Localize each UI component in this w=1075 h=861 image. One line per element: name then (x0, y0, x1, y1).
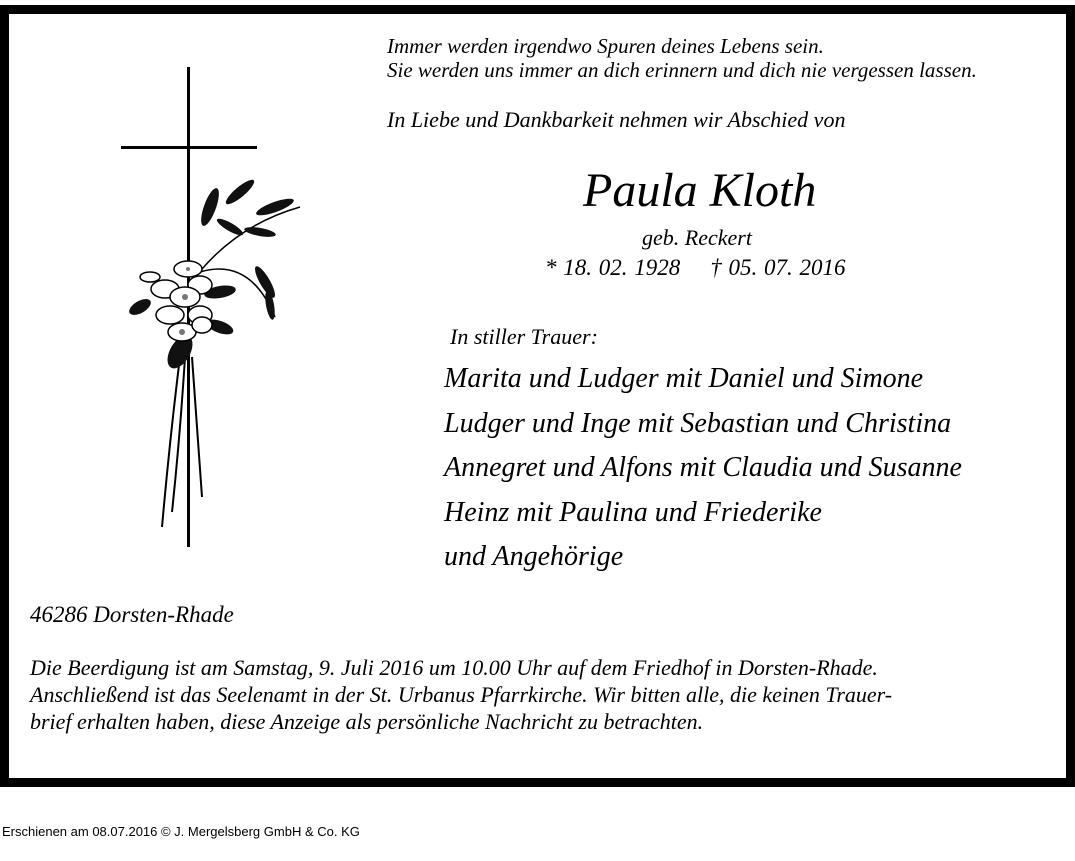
funeral-info (30, 654, 1030, 735)
cross-with-flowers-icon (110, 57, 310, 547)
family-line: Ludger und Inge mit Sebastian und Christina (444, 407, 952, 439)
birth-name: geb. Reckert (642, 225, 752, 250)
family-line: Heinz mit Paulina und Friederike (444, 496, 822, 528)
intro-text: In Liebe und Dankbarkeit nehmen wir Abschied von (387, 107, 846, 132)
death-date: † 05. 07. 2016 (710, 255, 846, 280)
town: 46286 Dorsten-Rhade (30, 602, 234, 627)
funeral-line: Die Beerdigung ist am Samstag, 9. Juli 2016 um 10.00 Uhr auf dem Friedhof in Dorsten-Rhade. (30, 655, 878, 680)
family-line: Marita und Ludger mit Daniel und Simone (444, 363, 924, 394)
deceased-name: Paula Kloth (583, 164, 817, 217)
funeral-line: Anschließend ist das Seelenamt in der St. Urbanus Pfarrkirche. Wir bitten alle, die keinen Trauer- (30, 682, 893, 707)
life-dates (545, 255, 846, 281)
funeral-line: brief erhalten haben, diese Anzeige als persönliche Nachricht zu betrachten. (30, 709, 704, 734)
motto-line: Sie werden uns immer an dich erinnern und dich nie vergessen lassen. (387, 58, 977, 82)
family-line: und Angehörige (444, 541, 624, 572)
family-line: Annegret und Alfons mit Claudia und Susanne (444, 452, 962, 483)
publication-credit: Erschienen am 08.07.2016 © J. Mergelsberg GmbH & Co. KG (2, 824, 360, 839)
motto-line: Immer werden irgendwo Spuren deines Lebens sein. (387, 34, 824, 58)
birth-date: * 18. 02. 1928 (545, 255, 681, 280)
family-list (444, 357, 962, 580)
mourning-label: In stiller Trauer: (450, 324, 598, 349)
